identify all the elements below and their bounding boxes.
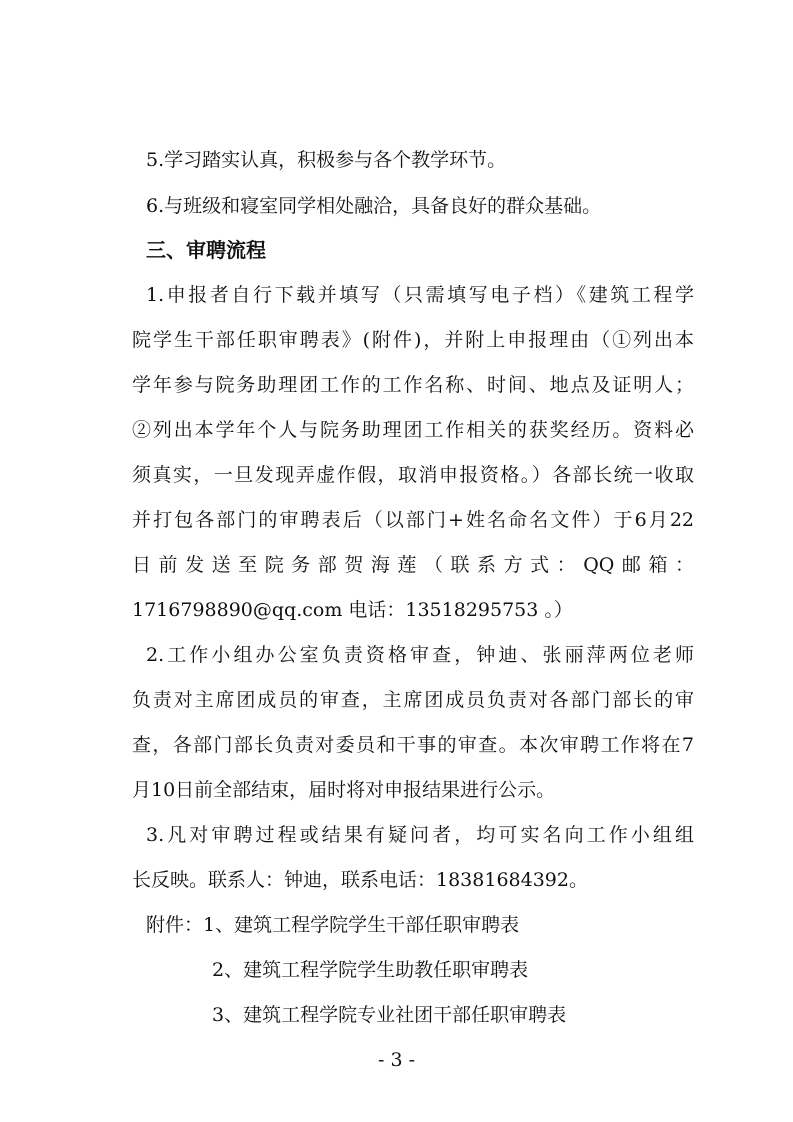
- paragraph-line: 查，各部门部长负责对委员和干事的审查。本次审聘工作将在7: [132, 734, 694, 756]
- attachment-item: 附件：1、建筑工程学院学生干部任职审聘表: [146, 914, 520, 936]
- list-item-5: 5.学习踏实认真，积极参与各个教学环节。: [146, 149, 507, 171]
- paragraph-line: 并打包各部门的审聘表后（以部门+姓名命名文件）于6月22: [132, 509, 694, 531]
- attachment-item: 3、建筑工程学院专业社团干部任职审聘表: [212, 1004, 567, 1026]
- paragraph-line: 学年参与院务助理团工作的工作名称、时间、地点及证明人；: [132, 374, 694, 396]
- paragraph-line: 日前发送至院务部贺海莲（联系方式：QQ邮箱：: [132, 554, 694, 576]
- paragraph-line: ②列出本学年个人与院务助理团工作相关的获奖经历。资料必: [132, 419, 694, 441]
- paragraph-line: 2.工作小组办公室负责资格审查，钟迪、张丽萍两位老师: [146, 644, 694, 666]
- paragraph-line: 1716798890@qq.com 电话：13518295753 。）: [132, 599, 573, 621]
- page-number: - 3 -: [377, 1049, 415, 1071]
- paragraph-line: 3.凡对审聘过程或结果有疑问者，均可实名向工作小组组: [146, 824, 694, 846]
- section-heading: 三、审聘流程: [146, 238, 266, 262]
- paragraph-line: 长反映。联系人：钟迪，联系电话：18381684392。: [132, 869, 588, 891]
- paragraph-line: 1.申报者自行下载并填写（只需填写电子档）《建筑工程学: [146, 284, 694, 306]
- paragraph-line: 负责对主席团成员的审查，主席团成员负责对各部门部长的审: [132, 689, 694, 711]
- list-item-6: 6.与班级和寝室同学相处融洽，具备良好的群众基础。: [146, 195, 602, 217]
- paragraph-line: 月10日前全部结束，届时将对申报结果进行公示。: [132, 779, 556, 801]
- paragraph-line: 院学生干部任职审聘表》(附件)，并附上申报理由（①列出本: [132, 329, 694, 351]
- attachment-item: 2、建筑工程学院学生助教任职审聘表: [212, 959, 529, 981]
- paragraph-line: 须真实，一旦发现弄虚作假，取消申报资格。）各部长统一收取: [132, 464, 694, 486]
